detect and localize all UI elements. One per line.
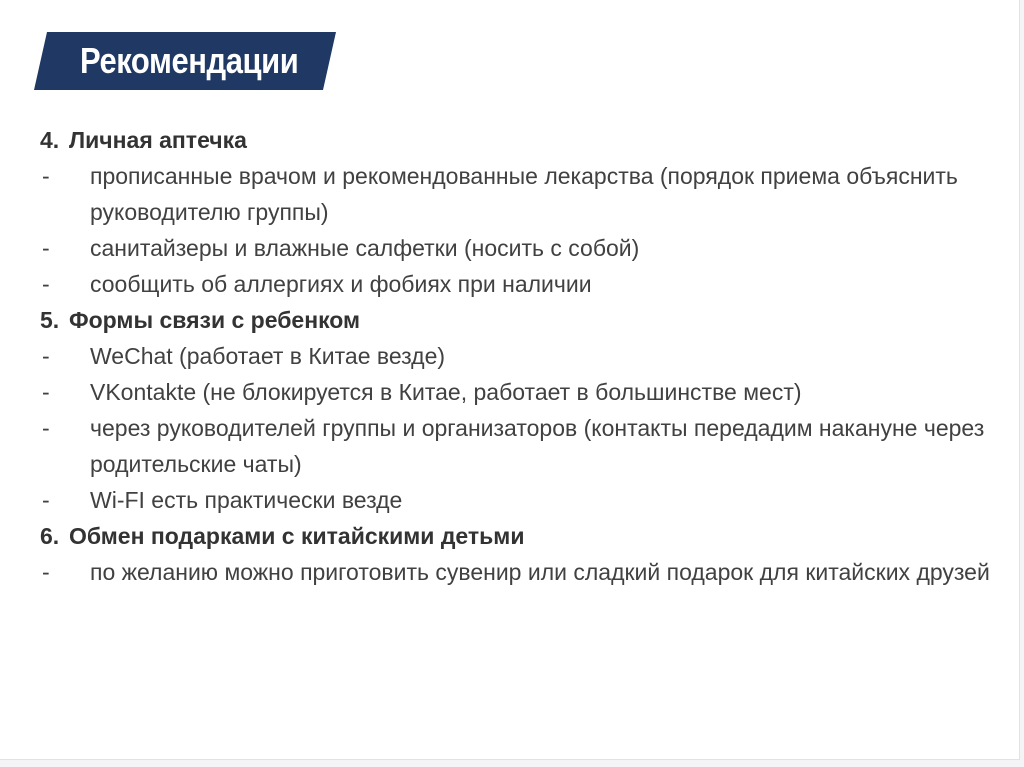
content-body bbox=[40, 122, 1005, 590]
section-title: Формы связи с ребенком bbox=[69, 307, 361, 333]
list-item bbox=[40, 410, 1005, 482]
page-title: Рекомендации bbox=[80, 40, 299, 81]
list-item bbox=[40, 266, 1005, 302]
section-title: Обмен подарками с китайскими детьми bbox=[69, 523, 525, 549]
section-number: 4. bbox=[40, 127, 60, 153]
list-item-text: по желанию можно приготовить сувенир или сладкий подарок для китайских друзей bbox=[90, 559, 990, 585]
list-item-text: санитайзеры и влажные салфетки (носить с собой) bbox=[90, 235, 640, 261]
bullet-dash: - bbox=[42, 559, 50, 585]
list-item bbox=[40, 338, 1005, 374]
list-item-text: через руководителей группы и организаторов (контакты передадим накануне через родительские чаты) bbox=[90, 415, 985, 477]
list-item bbox=[40, 482, 1005, 518]
section-number: 6. bbox=[40, 523, 60, 549]
list-item bbox=[40, 230, 1005, 266]
list-item bbox=[40, 158, 1005, 230]
list-item-text: прописанные врачом и рекомендованные лекарства (порядок приема объяснить руководителю группы) bbox=[90, 163, 958, 225]
title-banner bbox=[34, 32, 336, 90]
section-heading bbox=[40, 302, 1005, 338]
bullet-dash: - bbox=[42, 379, 50, 405]
list-item-text: WeChat (работает в Китае везде) bbox=[90, 343, 446, 369]
section-title: Личная аптечка bbox=[69, 127, 247, 153]
section-heading bbox=[40, 122, 1005, 158]
list-item-text: сообщить об аллергиях и фобиях при наличии bbox=[90, 271, 592, 297]
list-item bbox=[40, 554, 1005, 590]
bullet-dash: - bbox=[42, 271, 50, 297]
bullet-dash: - bbox=[42, 235, 50, 261]
list-item bbox=[40, 374, 1005, 410]
bullet-dash: - bbox=[42, 487, 50, 513]
section-heading bbox=[40, 518, 1005, 554]
list-item-text: Wi-FI есть практически везде bbox=[90, 487, 403, 513]
bullet-dash: - bbox=[42, 163, 50, 189]
list-item-text: VKontakte (не блокируется в Китае, работает в большинстве мест) bbox=[90, 379, 802, 405]
bullet-dash: - bbox=[42, 343, 50, 369]
bullet-dash: - bbox=[42, 415, 50, 441]
section-number: 5. bbox=[40, 307, 60, 333]
